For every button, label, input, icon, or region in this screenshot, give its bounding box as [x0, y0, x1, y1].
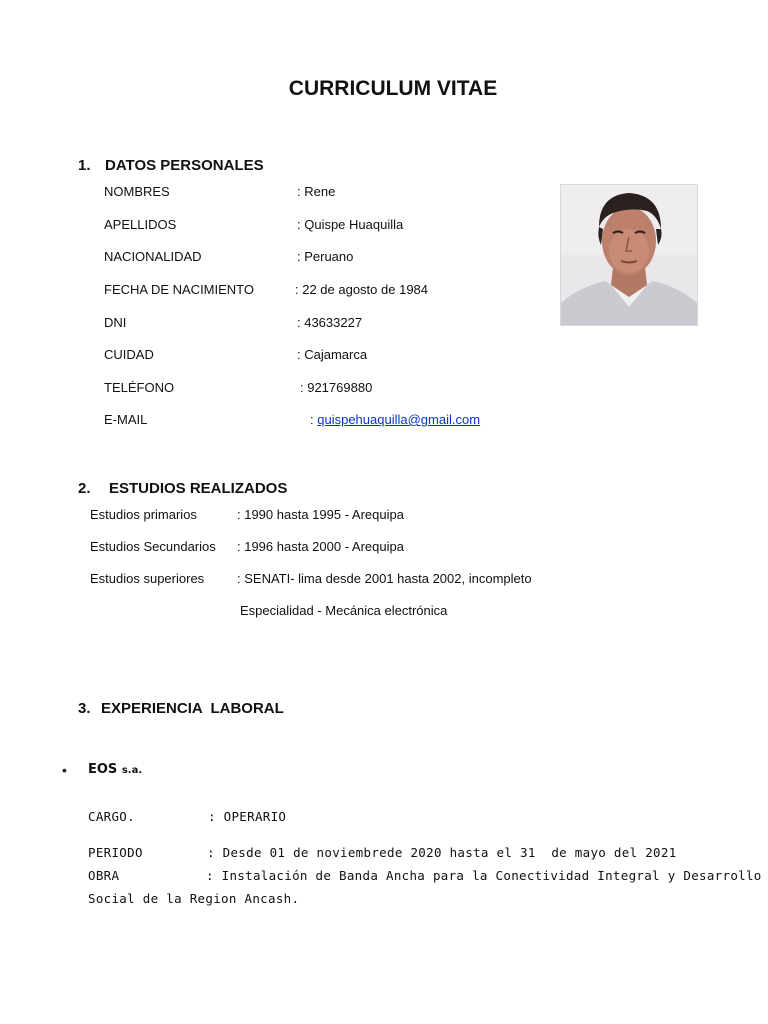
- field-label-email: E-MAIL: [104, 412, 148, 427]
- field-label-apellidos: APELLIDOS: [104, 217, 177, 232]
- field-value-apellidos: : Quispe Huaquilla: [297, 217, 404, 232]
- field-value-nombres: : Rene: [297, 184, 336, 199]
- field-value-telefono: : 921769880: [300, 380, 373, 395]
- studies-value-superiores: : SENATI- lima desde 2001 hasta 2002, incompleto: [237, 571, 532, 586]
- profile-photo: [560, 184, 698, 326]
- field-value-nacionalidad: : Peruano: [297, 249, 354, 264]
- field-value-email: [310, 412, 480, 427]
- email-link[interactable]: quispehuaquilla@gmail.com: [317, 412, 481, 427]
- periodo-label: PERIODO: [88, 845, 143, 860]
- field-value-fecha-nacimiento: : 22 de agosto de 1984: [295, 282, 429, 297]
- section-2-number: 2.: [78, 480, 91, 497]
- field-value-dni: : 43633227: [297, 315, 363, 330]
- company-bullet: •: [62, 762, 67, 778]
- studies-value-primarios: : 1990 hasta 1995 - Arequipa: [237, 507, 404, 522]
- section-3-number: 3.: [78, 700, 91, 717]
- company-name: [88, 762, 142, 777]
- section-3-heading: EXPERIENCIA LABORAL: [101, 700, 284, 717]
- field-label-ciudad: CUIDAD: [104, 347, 154, 362]
- field-label-dni: DNI: [104, 315, 127, 330]
- cargo-value: : OPERARIO: [208, 809, 287, 824]
- company-suffix: s.a.: [121, 765, 143, 776]
- company-name-text: EOS: [88, 762, 118, 777]
- field-label-nombres: NOMBRES: [104, 184, 170, 199]
- studies-label-secundarios: Estudios Secundarios: [90, 539, 216, 554]
- studies-label-primarios: Estudios primarios: [90, 507, 197, 522]
- field-value-ciudad: : Cajamarca: [297, 347, 368, 362]
- document-title: CURRICULUM VITAE: [288, 77, 498, 100]
- periodo-value: : Desde 01 de noviembrede 2020 hasta el 31 de mayo del 2021: [207, 845, 677, 860]
- field-label-telefono: TELÉFONO: [104, 380, 175, 395]
- field-label-nacionalidad: NACIONALIDAD: [104, 249, 202, 264]
- email-colon: :: [310, 412, 314, 427]
- section-1-number: 1.: [78, 157, 91, 174]
- field-label-fecha-nacimiento: FECHA DE NACIMIENTO: [104, 282, 255, 297]
- studies-specialty: Especialidad - Mecánica electrónica: [240, 603, 448, 618]
- obra-value: : Instalación de Banda Ancha para la Conectividad Integral y Desarrollo: [206, 868, 762, 883]
- cargo-label: CARGO.: [88, 809, 135, 824]
- obra-continuation: Social de la Region Ancash.: [88, 891, 300, 906]
- section-1-heading: DATOS PERSONALES: [105, 157, 264, 174]
- studies-value-secundarios: : 1996 hasta 2000 - Arequipa: [237, 539, 404, 554]
- section-2-heading: ESTUDIOS REALIZADOS: [109, 480, 288, 497]
- obra-label: OBRA: [88, 868, 120, 883]
- studies-label-superiores: Estudios superiores: [90, 571, 205, 586]
